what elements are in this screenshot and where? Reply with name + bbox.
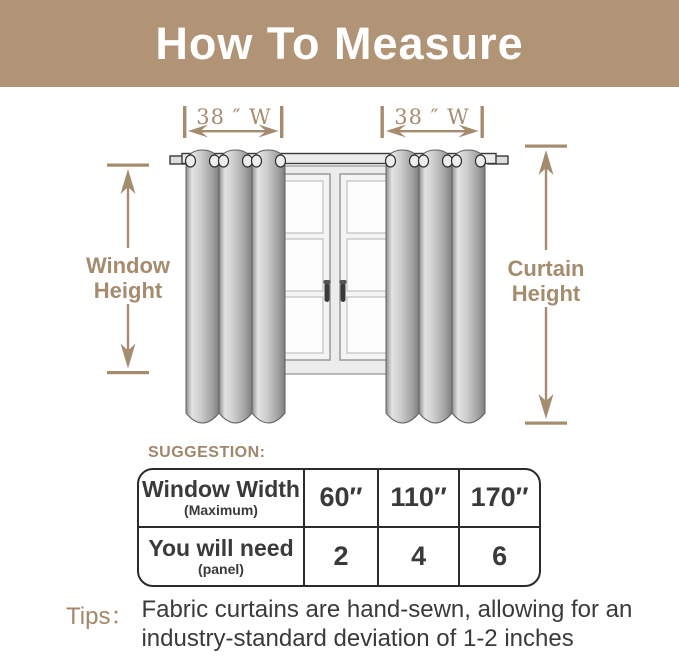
row-sublabel: (panel)	[198, 560, 244, 577]
width-label-right: 38 ″ W	[394, 105, 470, 129]
width-label-left: 38 ″ W	[196, 105, 272, 129]
cell-value: 6	[492, 540, 508, 571]
suggestion-table	[137, 468, 541, 587]
table-cell	[305, 470, 379, 528]
table-cell	[305, 528, 379, 586]
tips-line-1: Fabric curtains are hand-sewn, allowing for an	[141, 596, 633, 623]
cell-value: 110″	[390, 482, 447, 513]
tips-text	[141, 596, 632, 654]
cell-value: 2	[333, 540, 349, 571]
tips-label: Tips：	[66, 603, 135, 630]
row-sublabel: (Maximum)	[184, 502, 258, 519]
page-title: How To Measure	[155, 17, 524, 69]
table-row-header	[139, 470, 305, 528]
row-label: You will need	[148, 534, 294, 561]
curtain-height-label: Curtain Height	[507, 256, 585, 307]
tips-section	[66, 596, 646, 654]
window-height-label: Window Height	[85, 253, 171, 304]
table-row-header	[139, 528, 305, 586]
table-cell	[379, 528, 460, 586]
cell-value: 60″	[319, 482, 363, 513]
table-cell	[460, 528, 539, 586]
curtain-panel-right	[386, 150, 486, 423]
table-cell	[379, 470, 460, 528]
cell-value: 170″	[470, 482, 529, 513]
suggestion-heading: SUGGESTION:	[148, 444, 266, 461]
table-cell	[460, 470, 539, 528]
tips-line-2: industry-standard deviation of 1-2 inches	[141, 624, 574, 652]
cell-value: 4	[411, 540, 427, 571]
curtain-panel-left	[186, 150, 286, 423]
row-label: Window Width	[142, 476, 300, 503]
